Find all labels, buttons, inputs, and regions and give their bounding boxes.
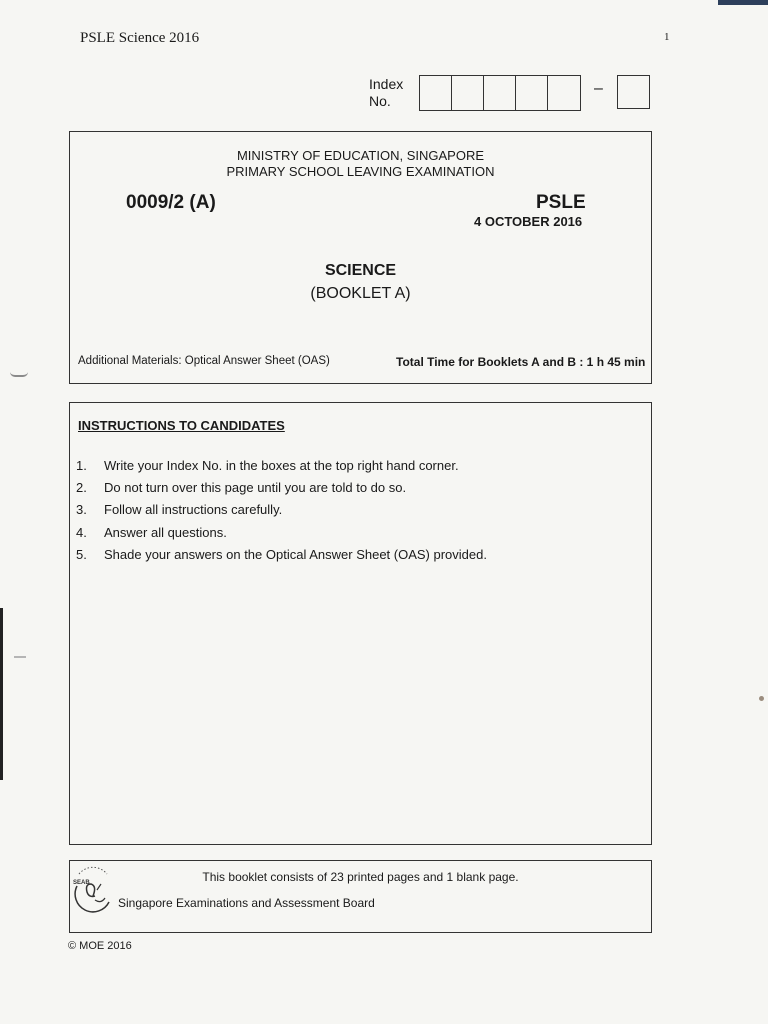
instruction-text: Write your Index No. in the boxes at the top right hand corner. — [104, 458, 459, 473]
instruction-item — [76, 501, 487, 523]
exam-name: PRIMARY SCHOOL LEAVING EXAMINATION — [226, 164, 495, 179]
copyright: © MOE 2016 — [68, 940, 132, 952]
total-time: Total Time for Booklets A and B : 1 h 45 min — [396, 355, 646, 369]
index-digit-box[interactable] — [484, 76, 516, 110]
scan-speck — [10, 372, 28, 377]
scan-edge-mark — [0, 608, 3, 780]
instruction-number: 4. — [76, 524, 87, 540]
instruction-text: Do not turn over this page until you are told to do so. — [104, 480, 407, 496]
instruction-item — [76, 524, 487, 546]
booklet-label: (BOOKLET A) — [310, 285, 411, 302]
instruction-item — [76, 479, 487, 501]
seab-logo-text: SEAB — [73, 880, 90, 886]
paper-code: 0009/2 (A) — [126, 192, 216, 213]
page-count-note: This booklet consists of 23 printed pages and 1 blank page. — [202, 870, 519, 884]
scan-edge-mark — [718, 0, 768, 5]
instruction-number: 1. — [76, 458, 87, 473]
index-digit-box[interactable] — [452, 76, 484, 110]
index-dash: – — [594, 80, 603, 97]
seab-logo-icon — [73, 866, 113, 918]
instruction-text: Answer all questions. — [104, 524, 227, 540]
exam-label: PSLE — [536, 192, 586, 213]
instruction-text: Shade your answers on the Optical Answer Sheet (OAS) provided. — [104, 546, 487, 562]
instruction-number: 2. — [76, 480, 87, 496]
exam-board-name: Singapore Examinations and Assessment Board — [118, 896, 375, 910]
scan-speck — [759, 696, 764, 701]
index-label-line2: No. — [369, 93, 391, 109]
index-number-boxes — [419, 75, 581, 111]
index-digit-box[interactable] — [516, 76, 548, 110]
index-label-line1: Index — [369, 76, 404, 92]
index-digit-box[interactable] — [420, 76, 452, 110]
additional-materials: Additional Materials: Optical Answer Sheet (OAS) — [78, 355, 330, 367]
index-label — [369, 76, 403, 110]
index-digit-box[interactable] — [548, 76, 580, 110]
subject-title: SCIENCE — [324, 262, 397, 279]
instruction-text: Follow all instructions carefully. — [104, 502, 283, 518]
instruction-item — [76, 457, 487, 479]
instructions-heading: INSTRUCTIONS TO CANDIDATES — [78, 418, 285, 433]
page-number: 1 — [664, 31, 670, 43]
instruction-item — [76, 546, 487, 568]
index-suffix-box[interactable] — [617, 75, 650, 109]
instruction-number: 5. — [76, 546, 87, 562]
instructions-list — [76, 457, 487, 568]
exam-date: 4 OCTOBER 2016 — [474, 214, 583, 229]
instruction-number: 3. — [76, 502, 87, 518]
page-header-title: PSLE Science 2016 — [80, 30, 200, 46]
ministry-name: MINISTRY OF EDUCATION, SINGAPORE — [236, 148, 485, 163]
scan-speck — [14, 656, 26, 658]
